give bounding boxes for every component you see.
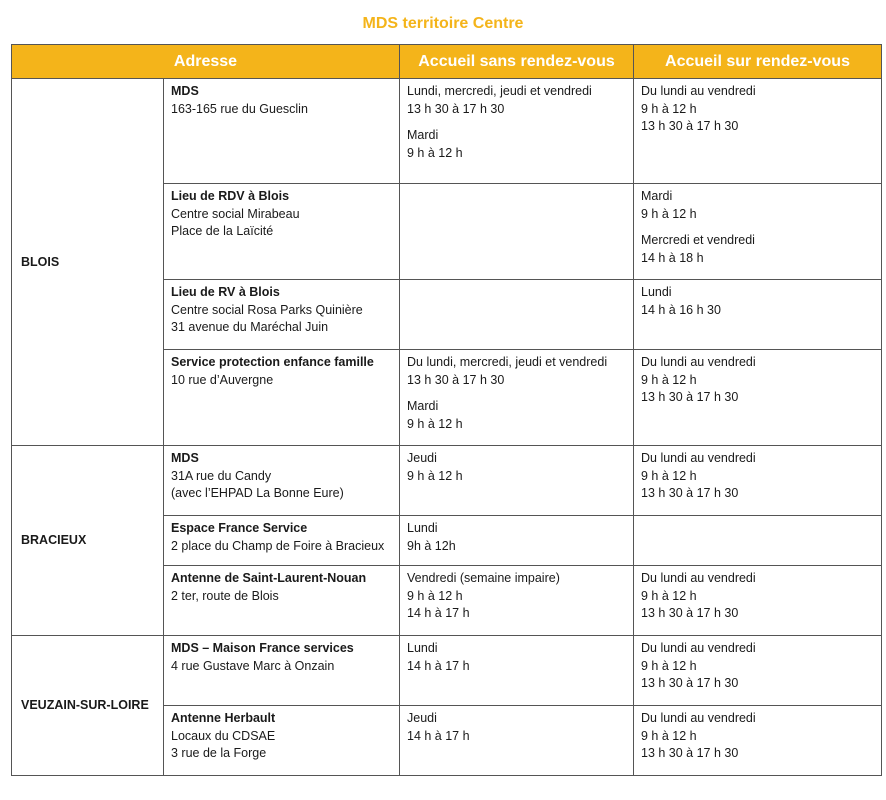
hours-line: 13 h 30 à 17 h 30 <box>641 486 739 500</box>
walk-in-cell <box>400 79 634 184</box>
hours-block <box>407 640 627 675</box>
hours-line: Du lundi au vendredi <box>641 84 756 98</box>
hours-line: 9 h à 12 h <box>407 468 463 483</box>
hours-line: Lundi, mercredi, jeudi et vendredi <box>407 84 592 98</box>
hours-block <box>407 450 627 485</box>
address-line: 2 place du Champ de Foire à Bracieux <box>171 538 385 553</box>
column-header-walk-in: Accueil sans rendez-vous <box>400 45 634 79</box>
walk-in-cell <box>400 636 634 706</box>
header-row <box>12 45 882 79</box>
hours-line: 9 h à 12 h <box>407 588 463 603</box>
address-line: 3 rue de la Forge <box>171 746 267 760</box>
hours-line: Du lundi au vendredi <box>641 641 756 655</box>
location-name: MDS <box>171 84 199 98</box>
hours-line: Du lundi au vendredi <box>641 355 756 369</box>
hours-line: Du lundi au vendredi <box>641 451 756 465</box>
column-header-adresse: Adresse <box>12 45 400 79</box>
hours-block <box>407 520 627 555</box>
hours-block <box>407 398 627 433</box>
walk-in-cell <box>400 446 634 516</box>
hours-line: Mardi <box>641 189 673 203</box>
hours-block <box>407 570 627 623</box>
location-name: Antenne de Saint-Laurent-Nouan <box>171 571 367 585</box>
page-title: MDS territoire Centre <box>362 15 524 32</box>
address-line: Centre social Mirabeau <box>171 206 300 221</box>
address-cell <box>164 566 400 636</box>
hours-line: Jeudi <box>407 451 437 465</box>
hours-block <box>641 450 875 503</box>
location-name: Espace France Service <box>171 521 308 535</box>
walk-in-cell <box>400 350 634 446</box>
hours-line: 9 h à 12 h <box>641 658 697 673</box>
hours-block <box>407 83 627 118</box>
address-line: (avec l’EHPAD La Bonne Eure) <box>171 486 344 500</box>
address-cell <box>164 636 400 706</box>
address-line: 163-165 rue du Guesclin <box>171 101 308 116</box>
hours-block <box>641 83 875 136</box>
hours-line: 9 h à 12 h <box>641 468 697 483</box>
location-name: Service protection enfance famille <box>171 355 374 369</box>
hours-line: 13 h 30 à 17 h 30 <box>407 101 505 116</box>
hours-line: 14 h à 17 h <box>407 728 470 743</box>
hours-line: 14 h à 17 h <box>407 606 470 620</box>
walk-in-cell <box>400 280 634 350</box>
location-name: Lieu de RDV à Blois <box>171 189 290 203</box>
address-cell <box>164 280 400 350</box>
hours-line: 13 h 30 à 17 h 30 <box>641 390 739 404</box>
appointment-cell <box>634 706 882 776</box>
hours-block <box>641 284 875 319</box>
hours-line: Lundi <box>407 641 438 655</box>
appointment-cell <box>634 566 882 636</box>
hours-line: Mardi <box>407 399 439 413</box>
walk-in-cell <box>400 516 634 566</box>
hours-line: 14 h à 18 h <box>641 250 704 265</box>
hours-line: 13 h 30 à 17 h 30 <box>407 372 505 387</box>
hours-line: 9 h à 12 h <box>641 206 697 221</box>
walk-in-cell <box>400 706 634 776</box>
hours-line: Du lundi, mercredi, jeudi et vendredi <box>407 355 608 369</box>
hours-line: 9 h à 12 h <box>641 101 697 116</box>
hours-line: Vendredi (semaine impaire) <box>407 571 560 585</box>
hours-block <box>407 710 627 745</box>
hours-block <box>641 232 875 267</box>
location-name: MDS <box>171 451 199 465</box>
address-line: 31 avenue du Maréchal Juin <box>171 320 329 334</box>
hours-block <box>641 570 875 623</box>
appointment-cell <box>634 516 882 566</box>
address-cell <box>164 79 400 184</box>
hours-line: Jeudi <box>407 711 437 725</box>
table-row <box>12 79 882 184</box>
appointment-cell <box>634 184 882 280</box>
hours-line: 9h à 12h <box>407 538 456 553</box>
hours-line: 13 h 30 à 17 h 30 <box>641 676 739 690</box>
hours-line: 9 h à 12 h <box>641 728 697 743</box>
schedule-body <box>12 79 882 776</box>
hours-block <box>641 710 875 763</box>
appointment-cell <box>634 280 882 350</box>
appointment-cell <box>634 79 882 184</box>
hours-block <box>407 354 627 389</box>
location-name: MDS – Maison France services <box>171 641 354 655</box>
address-line: 2 ter, route de Blois <box>171 588 279 603</box>
hours-line: 9 h à 12 h <box>641 588 697 603</box>
column-header-appointment: Accueil sur rendez-vous <box>634 45 882 79</box>
walk-in-cell <box>400 184 634 280</box>
appointment-cell <box>634 350 882 446</box>
address-cell <box>164 350 400 446</box>
address-cell <box>164 446 400 516</box>
hours-line: 9 h à 12 h <box>407 145 463 160</box>
location-name: Lieu de RV à Blois <box>171 285 280 299</box>
hours-block <box>641 640 875 693</box>
city-cell: VEUZAIN-SUR-LOIRE <box>12 636 164 776</box>
address-line: Centre social Rosa Parks Quinière <box>171 302 363 317</box>
hours-line: 14 h à 17 h <box>407 658 470 673</box>
hours-line: Lundi <box>641 285 672 299</box>
walk-in-cell <box>400 566 634 636</box>
hours-line: 14 h à 16 h 30 <box>641 302 721 317</box>
hours-line: Mardi <box>407 128 439 142</box>
hours-line: 9 h à 12 h <box>407 416 463 431</box>
appointment-cell <box>634 446 882 516</box>
hours-line: 13 h 30 à 17 h 30 <box>641 119 739 133</box>
hours-line: 13 h 30 à 17 h 30 <box>641 746 739 760</box>
address-line: Place de la Laïcité <box>171 224 274 238</box>
hours-line: 9 h à 12 h <box>641 372 697 387</box>
schedule-table <box>11 44 882 776</box>
hours-line: Lundi <box>407 521 438 535</box>
hours-line: 13 h 30 à 17 h 30 <box>641 606 739 620</box>
address-cell <box>164 516 400 566</box>
hours-block <box>641 188 875 223</box>
city-cell: BLOIS <box>12 79 164 446</box>
hours-line: Mercredi et vendredi <box>641 233 755 247</box>
location-name: Antenne Herbault <box>171 711 276 725</box>
hours-block <box>407 127 627 162</box>
hours-line: Du lundi au vendredi <box>641 571 756 585</box>
hours-line: Du lundi au vendredi <box>641 711 756 725</box>
address-line: 4 rue Gustave Marc à Onzain <box>171 658 335 673</box>
address-line: 31A rue du Candy <box>171 468 272 483</box>
address-cell <box>164 706 400 776</box>
appointment-cell <box>634 636 882 706</box>
table-row <box>12 446 882 516</box>
address-cell <box>164 184 400 280</box>
address-line: Locaux du CDSAE <box>171 728 276 743</box>
city-cell: BRACIEUX <box>12 446 164 636</box>
hours-block <box>641 354 875 407</box>
address-line: 10 rue d’Auvergne <box>171 372 274 387</box>
table-row <box>12 636 882 706</box>
